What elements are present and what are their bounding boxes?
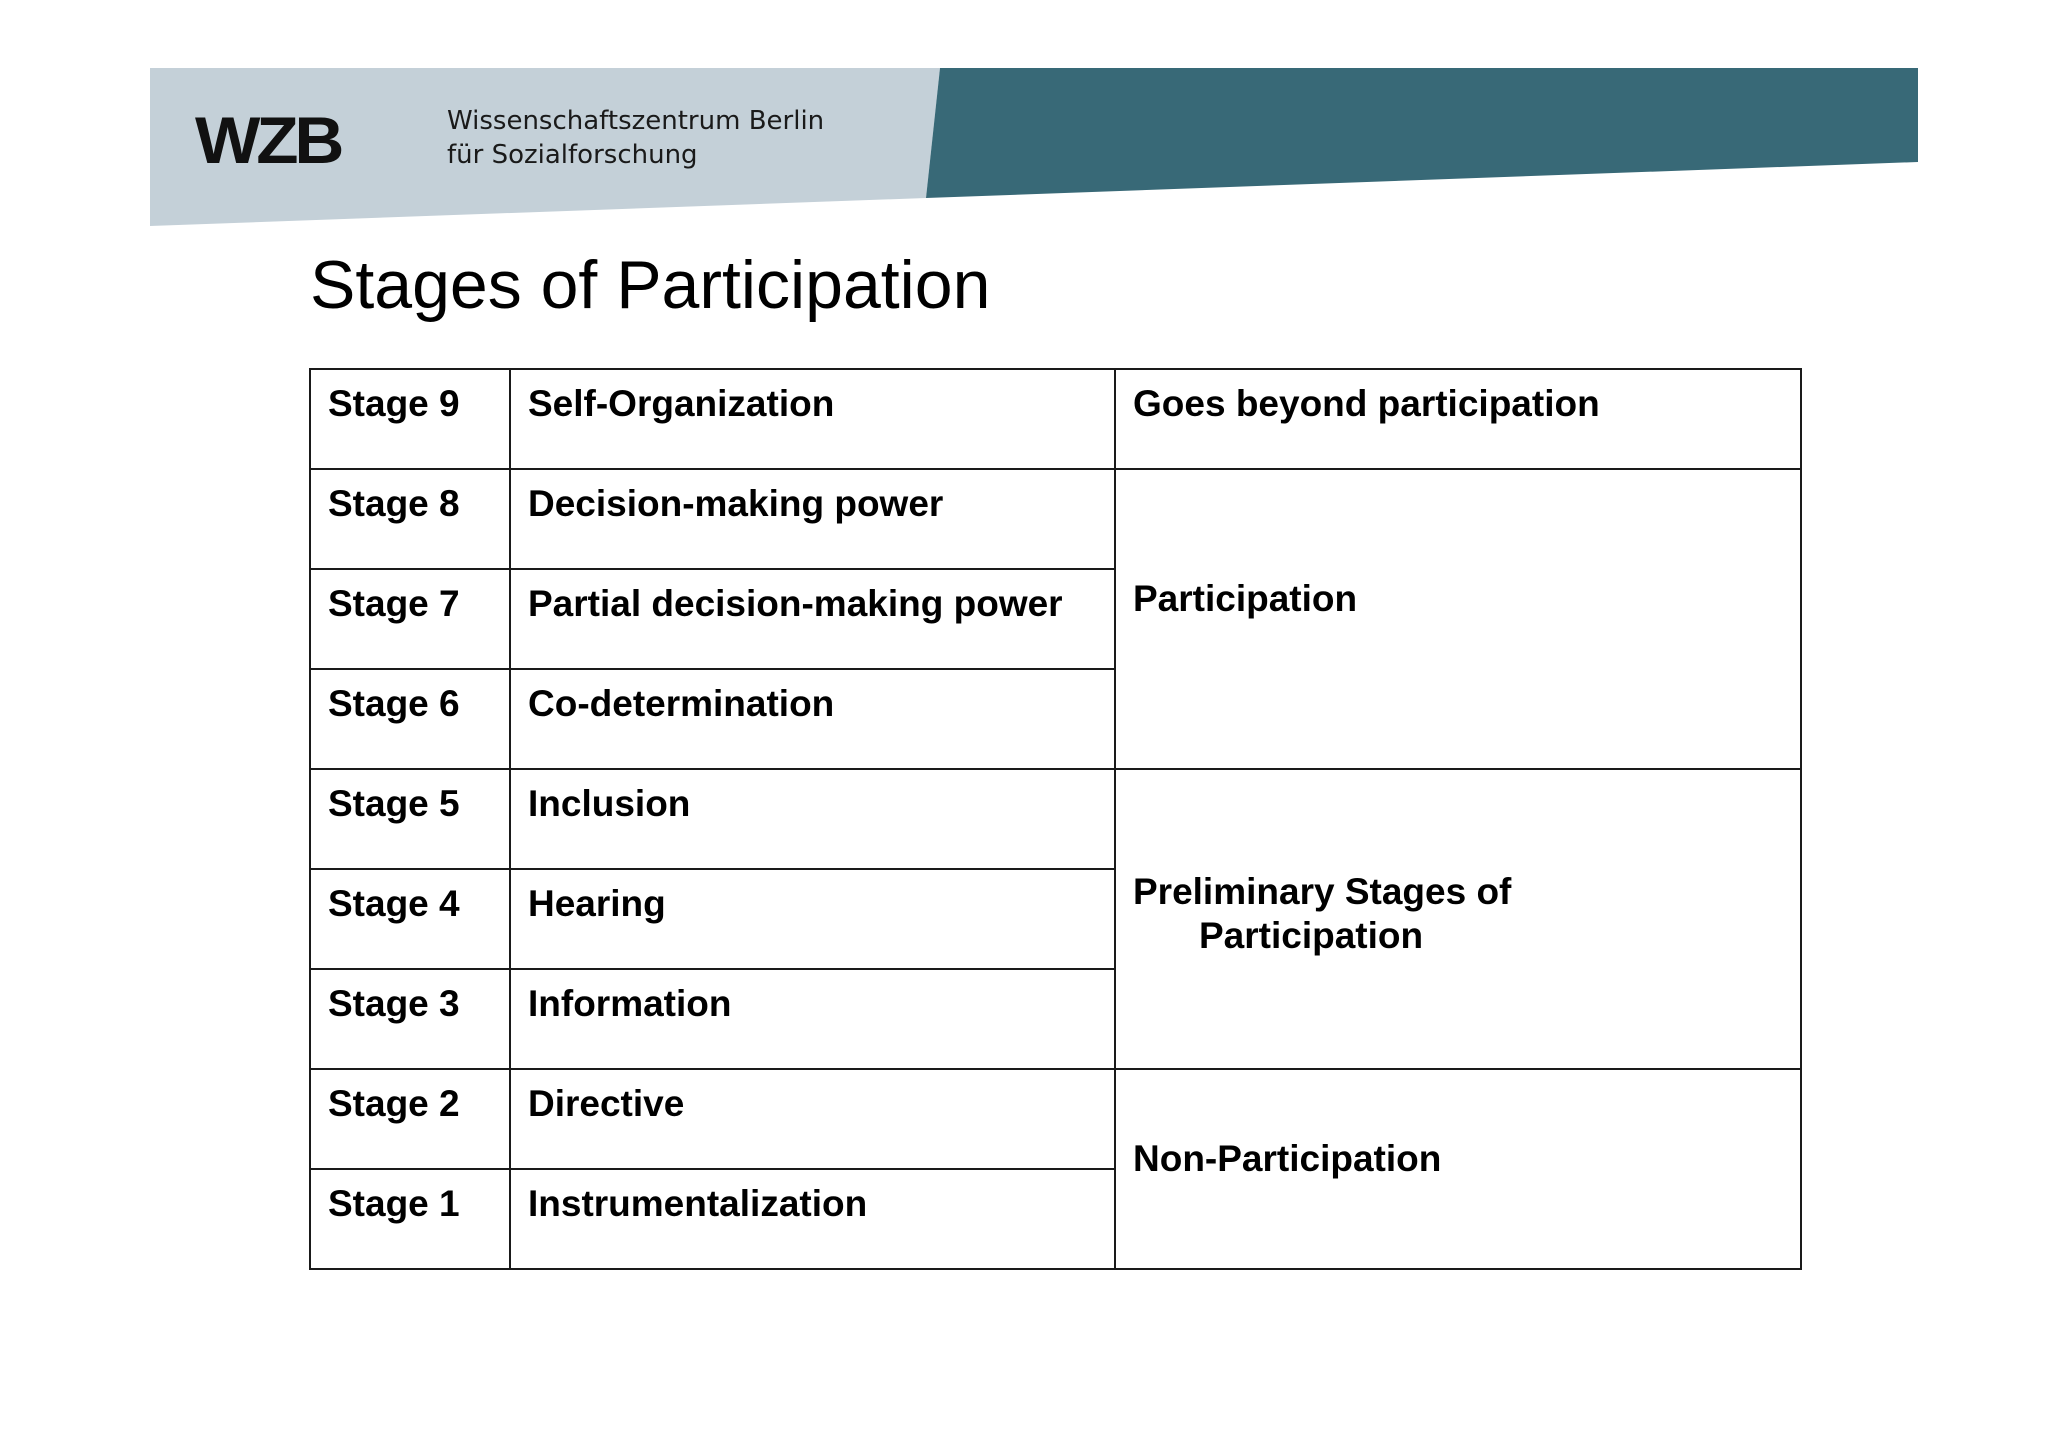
stage-label: Stage 6 xyxy=(310,669,510,769)
stage-label: Stage 1 xyxy=(310,1169,510,1269)
stage-name: Directive xyxy=(510,1069,1115,1169)
organization-name xyxy=(447,104,824,172)
stage-name: Decision-making power xyxy=(510,469,1115,569)
page-title: Stages of Participation xyxy=(310,247,991,323)
table-row xyxy=(310,1069,1801,1169)
stage-name: Instrumentalization xyxy=(510,1169,1115,1269)
stage-label: Stage 7 xyxy=(310,569,510,669)
stage-label: Stage 3 xyxy=(310,969,510,1069)
group-beyond-participation: Goes beyond participation xyxy=(1115,369,1801,469)
stage-name: Information xyxy=(510,969,1115,1069)
stage-name: Self-Organization xyxy=(510,369,1115,469)
stages-table xyxy=(309,368,1802,1270)
group-preliminary-line1: Preliminary Stages of xyxy=(1133,871,1512,912)
group-preliminary-stages xyxy=(1115,769,1801,1069)
stage-name: Inclusion xyxy=(510,769,1115,869)
table-row xyxy=(310,469,1801,569)
stage-name: Co-determination xyxy=(510,669,1115,769)
table-row xyxy=(310,369,1801,469)
group-non-participation: Non-Participation xyxy=(1115,1069,1801,1269)
group-participation: Participation xyxy=(1115,469,1801,769)
stage-label: Stage 2 xyxy=(310,1069,510,1169)
table-row xyxy=(310,769,1801,869)
stage-label: Stage 5 xyxy=(310,769,510,869)
wzb-logo: WZB xyxy=(195,103,341,177)
stage-name: Hearing xyxy=(510,869,1115,969)
header-dark-band xyxy=(926,68,1918,198)
stage-label: Stage 9 xyxy=(310,369,510,469)
group-preliminary-line2: Participation xyxy=(1199,915,1424,956)
organization-name-line1: Wissenschaftszentrum Berlin xyxy=(447,106,825,136)
stage-label: Stage 8 xyxy=(310,469,510,569)
stage-label: Stage 4 xyxy=(310,869,510,969)
stage-name: Partial decision-making power xyxy=(510,569,1115,669)
organization-name-line2: für Sozialforschung xyxy=(447,140,698,170)
